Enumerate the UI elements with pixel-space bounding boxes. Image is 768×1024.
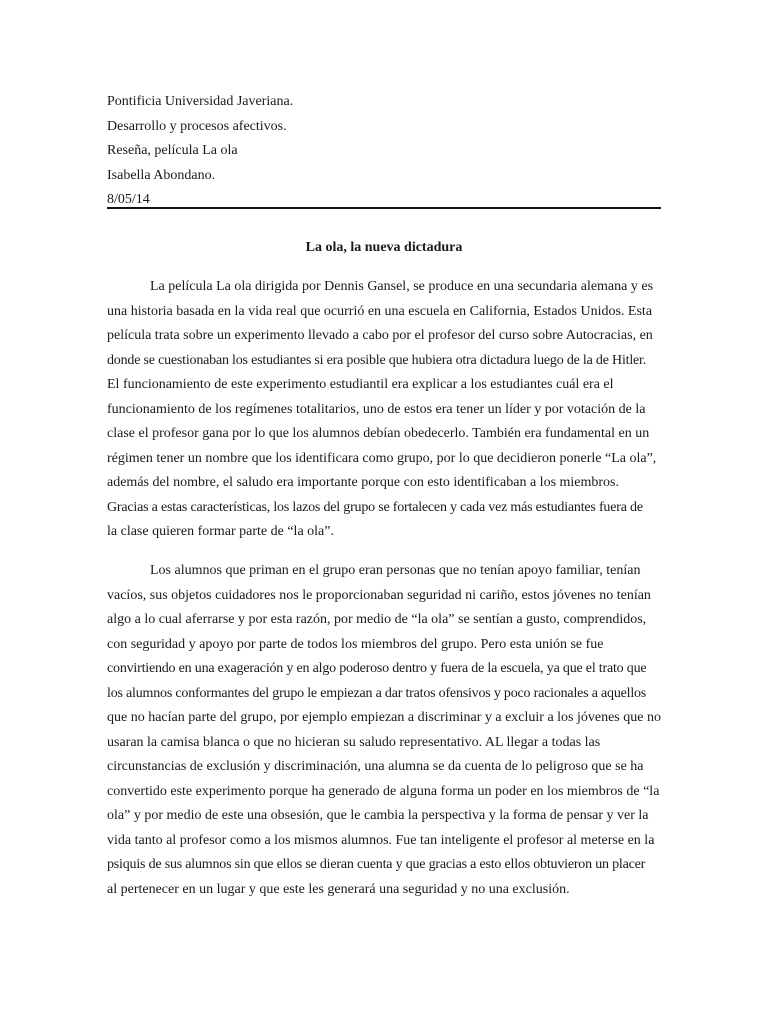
header-date: 8/05/14 bbox=[107, 192, 150, 207]
paragraph-line: vacíos, sus objetos cuidadores nos le proporcionaban seguridad ni cariño, estos jóvenes no tenían bbox=[107, 587, 651, 603]
paragraph-line: usaran la camisa blanca o que no hicieran su saludo representativo. AL llegar a todas las bbox=[107, 734, 601, 750]
paragraph-line: Gracias a estas características, los lazos del grupo se fortalecen y cada vez más estudiantes fuera de bbox=[107, 499, 643, 515]
header-course: Desarrollo y procesos afectivos. bbox=[107, 118, 287, 134]
paragraph-line: clase el profesor gana por lo que los alumnos debían obedecerlo. También era fundamental en un bbox=[107, 426, 650, 441]
paragraph-1 bbox=[107, 275, 661, 545]
paragraph-line: psiquis de sus alumnos sin que ellos se dieran cuenta y que gracias a esto ellos obtuvieron un placer bbox=[107, 857, 646, 872]
paragraph-line: al pertenecer en un lugar y que este les generará una seguridad y no una exclusión. bbox=[107, 881, 570, 897]
paragraph-line: algo a lo cual aferrarse y por esta razón, por medio de “la ola” se sentían a gusto, comprendidos, bbox=[107, 612, 647, 627]
paragraph-line: vida tanto al profesor como a los mismos alumnos. Fue tan inteligente el profesor al meterse en la bbox=[107, 832, 655, 848]
paragraph-line: película trata sobre un experimento llevado a cabo por el profesor del curso sobre Autocracias, en bbox=[107, 328, 653, 343]
paragraph-line: una historia basada en la vida real que ocurrió en una escuela en California, Estados Unidos. Esta bbox=[107, 303, 653, 319]
paragraph-line: La película La ola dirigida por Dennis Gansel, se produce en una secundaria alemana y es bbox=[150, 279, 654, 294]
paragraph-2 bbox=[107, 559, 661, 902]
document-header bbox=[107, 90, 293, 213]
paragraph-line: los alumnos conformantes del grupo le empiezan a dar tratos ofensivos y poco racionales a aquellos bbox=[107, 685, 647, 701]
paragraph-line: Los alumnos que priman en el grupo eran personas que no tenían apoyo familiar, tenían bbox=[150, 563, 641, 578]
paragraph-line: funcionamiento de los regímenes totalitarios, uno de estos era tener un líder y por votación de la bbox=[107, 401, 646, 417]
header-divider bbox=[107, 207, 661, 209]
document-title: La ola, la nueva dictadura bbox=[305, 240, 463, 255]
paragraph-line: donde se cuestionaban los estudiantes si era posible que hubiera otra dictadura luego de la de Hitler. bbox=[107, 352, 647, 368]
paragraph-line: circunstancias de exclusión y discriminación, una alumna se da cuenta de lo peligroso que se ha bbox=[107, 759, 644, 774]
paragraph-line: convirtiendo en una exageración y en algo poderoso dentro y fuera de la escuela, ya que el trato que bbox=[107, 661, 647, 676]
paragraph-line: ola” y por medio de este una obsesión, que le cambia la perspectiva y la forma de pensar y ver la bbox=[107, 808, 649, 823]
paragraph-line: que no hacían parte del grupo, por ejemplo empiezan a discriminar y a excluir a los jóvenes que no bbox=[107, 710, 661, 725]
paragraph-line: la clase quieren formar parte de “la ola”. bbox=[107, 524, 334, 539]
paragraph-line: además del nombre, el saludo era importante porque con esto identificaban a los miembros. bbox=[107, 475, 620, 490]
header-author: Isabella Abondano. bbox=[107, 167, 216, 183]
paragraph-line: con seguridad y apoyo por parte de todos los miembros del grupo. Pero esta unión se fue bbox=[107, 636, 604, 652]
paragraph-line: régimen tener un nombre que los identificara como grupo, por lo que decidieron ponerle “La ola”, bbox=[107, 450, 657, 466]
header-institution: Pontificia Universidad Javeriana. bbox=[107, 94, 294, 109]
header-assignment: Reseña, película La ola bbox=[107, 143, 238, 158]
paragraph-line: convertido este experimento porque ha generado de alguna forma un poder en los miembros de “la bbox=[107, 783, 660, 799]
paragraph-line: El funcionamiento de este experimento estudiantil era explicar a los estudiantes cuál era el bbox=[107, 377, 614, 392]
